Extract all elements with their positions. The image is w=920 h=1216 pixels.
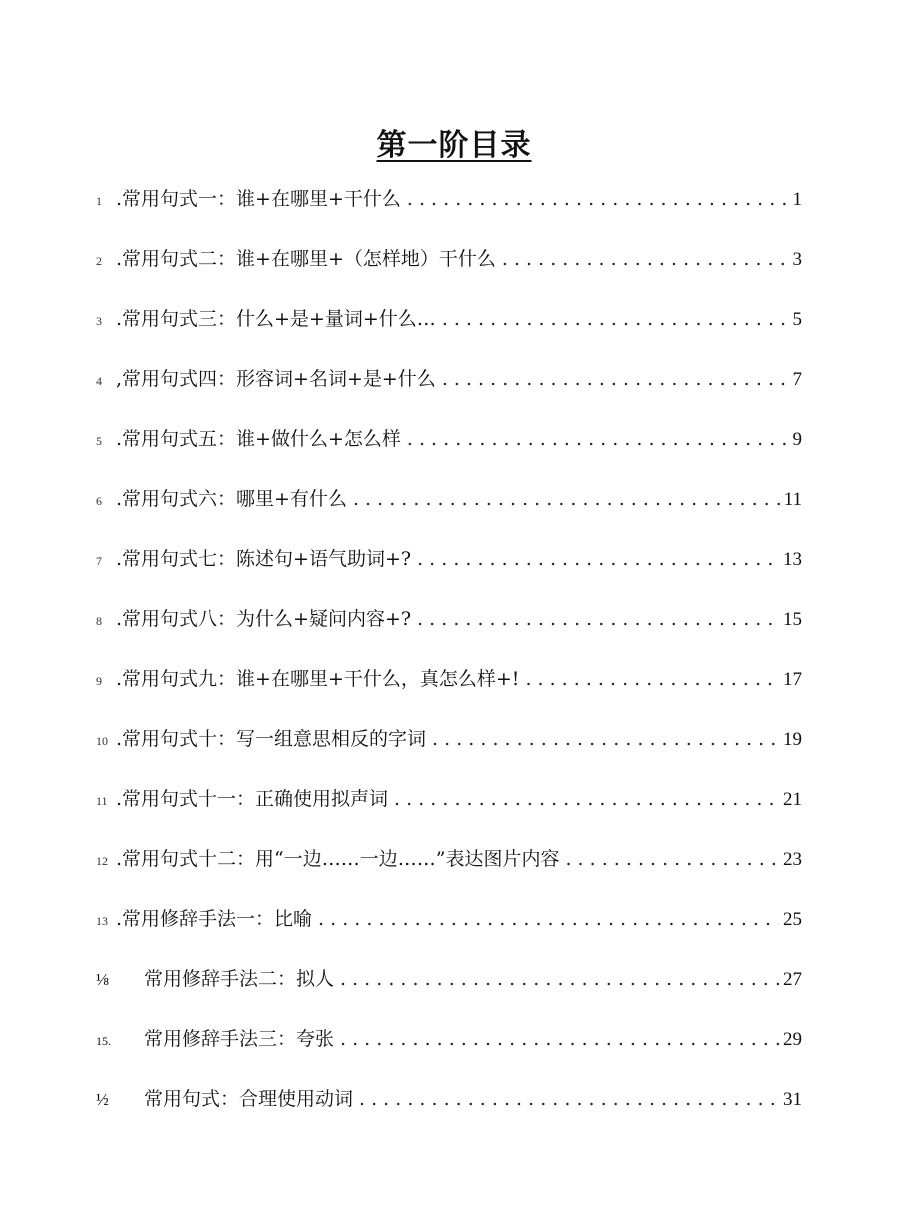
toc-entry[interactable]	[96, 604, 802, 664]
dot-leader	[442, 308, 789, 330]
dot-leader	[417, 608, 779, 630]
toc-entry[interactable]	[96, 244, 802, 304]
toc-entry-page: 5	[792, 309, 802, 330]
toc-entry-page: 17	[783, 669, 802, 690]
toc-entry-number: 6	[96, 494, 102, 508]
toc-entry-page: 11	[783, 489, 802, 510]
toc-entry[interactable]	[96, 904, 802, 964]
dot-leader	[407, 428, 789, 450]
toc-entry-label: 常用修辞手法三：夸张	[144, 1028, 335, 1050]
dot-leader	[359, 1088, 779, 1110]
toc-entry[interactable]	[96, 844, 802, 904]
toc-title	[0, 120, 908, 164]
toc-entry-page: 1	[792, 189, 802, 210]
toc-entry-page: 27	[783, 969, 802, 990]
toc-entry-number: 12	[96, 854, 108, 868]
dot-leader	[432, 728, 779, 750]
toc-entry-page: 23	[783, 849, 802, 870]
dot-leader	[407, 188, 789, 210]
toc-entry-number: 5	[96, 434, 102, 448]
toc-entry-label: .常用句式十二：用“一边……一边……”表达图片内容	[116, 848, 560, 870]
dot-leader	[353, 488, 780, 510]
toc-entry[interactable]	[96, 544, 802, 604]
toc-entry-label: .常用句式五：谁+做什么+怎么样	[116, 428, 401, 450]
toc-entry-page: 29	[783, 1029, 802, 1050]
dot-leader	[340, 968, 779, 990]
toc-entry-page: 21	[783, 789, 802, 810]
toc-entry-label: .常用句式七：陈述句+语气助词+?	[116, 548, 412, 570]
dot-leader	[525, 668, 779, 690]
toc-entry-label: .常用句式二：谁+在哪里+（怎样地）干什么	[116, 248, 496, 270]
toc-entry-page: 7	[792, 369, 802, 390]
toc-entry-number: 10	[96, 734, 108, 748]
dot-leader	[340, 1028, 779, 1050]
toc-entry[interactable]	[96, 484, 802, 544]
toc-entry-number: 8	[96, 614, 102, 628]
toc-entry-label: 常用句式：合理使用动词	[144, 1088, 354, 1110]
toc-entry-number: 1	[96, 194, 102, 208]
toc-entry[interactable]	[96, 424, 802, 484]
toc-entry-number: 11	[96, 794, 108, 808]
toc-entry[interactable]	[96, 964, 802, 1024]
toc-entry[interactable]	[96, 304, 802, 364]
toc-entry-label: .常用句式三：什么+是+量词+什么…	[116, 308, 436, 330]
toc-entry-number: 9	[96, 674, 102, 688]
dot-leader	[394, 788, 779, 810]
toc-entry-page: 3	[792, 249, 802, 270]
toc-entry-page: 19	[783, 729, 802, 750]
toc-entry-label: ,常用句式四：形容词+名词+是+什么	[116, 368, 436, 390]
toc-entry[interactable]	[96, 724, 802, 784]
toc-entry[interactable]	[96, 184, 802, 244]
toc-entry-label: .常用句式六：哪里+有什么	[116, 488, 347, 510]
toc-entry-number: 13	[96, 914, 108, 928]
toc-entry-number: 3	[96, 314, 102, 328]
dot-leader	[318, 908, 779, 930]
toc-entry-page: 13	[783, 549, 802, 570]
toc-entry-label: .常用句式九：谁+在哪里+干什么，真怎么样+!	[116, 668, 520, 690]
toc-entry-label: .常用句式八：为什么+疑问内容+?	[116, 608, 412, 630]
toc-entry-label: 常用修辞手法二：拟人	[144, 968, 335, 990]
toc-entry-page: 25	[783, 909, 802, 930]
toc-entry-number: 2	[96, 254, 102, 268]
toc-entry-number: ⅛	[96, 970, 109, 989]
dot-leader	[502, 248, 789, 270]
toc-entry[interactable]	[96, 1024, 802, 1084]
toc-entry[interactable]	[96, 1084, 802, 1144]
toc-entry-label: .常用句式一：谁+在哪里+干什么	[116, 188, 401, 210]
toc-entry-page: 9	[792, 429, 802, 450]
toc-entry-number: 7	[96, 554, 102, 568]
toc-entry-number: 4	[96, 374, 102, 388]
toc-entry-label: .常用句式十一：正确使用拟声词	[116, 788, 389, 810]
toc-entry-page: 15	[783, 609, 802, 630]
dot-leader	[565, 848, 779, 870]
dot-leader	[417, 548, 779, 570]
toc-entry-number: ½	[96, 1090, 109, 1109]
toc-entry-number: 15.	[96, 1034, 111, 1048]
table-of-contents	[96, 184, 802, 1144]
toc-title-text: 第一阶目录	[376, 128, 532, 163]
toc-entry[interactable]	[96, 664, 802, 724]
toc-entry-label: .常用句式十：写一组意思相反的字词	[116, 728, 427, 750]
toc-entry[interactable]	[96, 364, 802, 424]
toc-entry-page: 31	[783, 1089, 802, 1110]
toc-entry[interactable]	[96, 784, 802, 844]
toc-entry-label: .常用修辞手法一：比喻	[116, 908, 313, 930]
dot-leader	[442, 368, 789, 390]
